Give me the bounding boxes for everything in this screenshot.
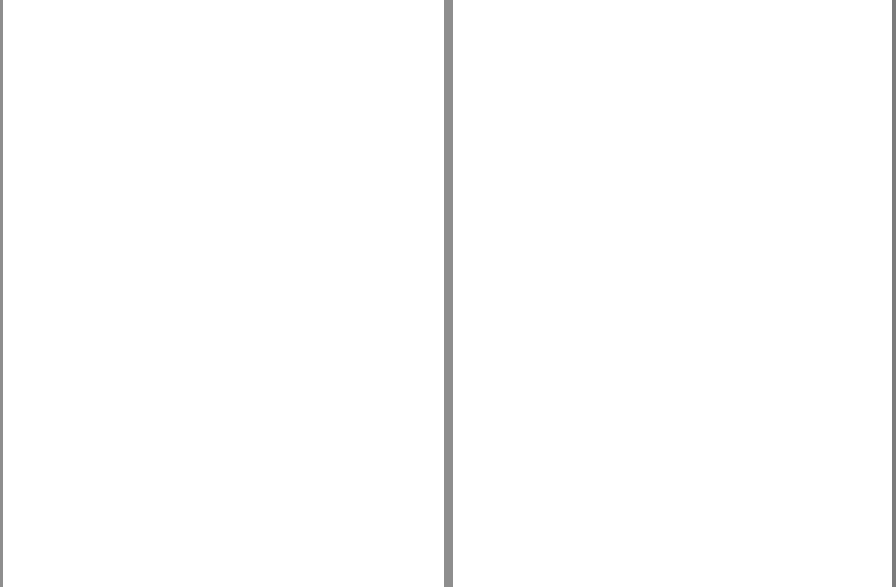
page-gutter: [444, 0, 453, 587]
scrollbar[interactable]: [892, 0, 896, 587]
right-page: [453, 0, 892, 587]
left-page: [3, 0, 444, 587]
